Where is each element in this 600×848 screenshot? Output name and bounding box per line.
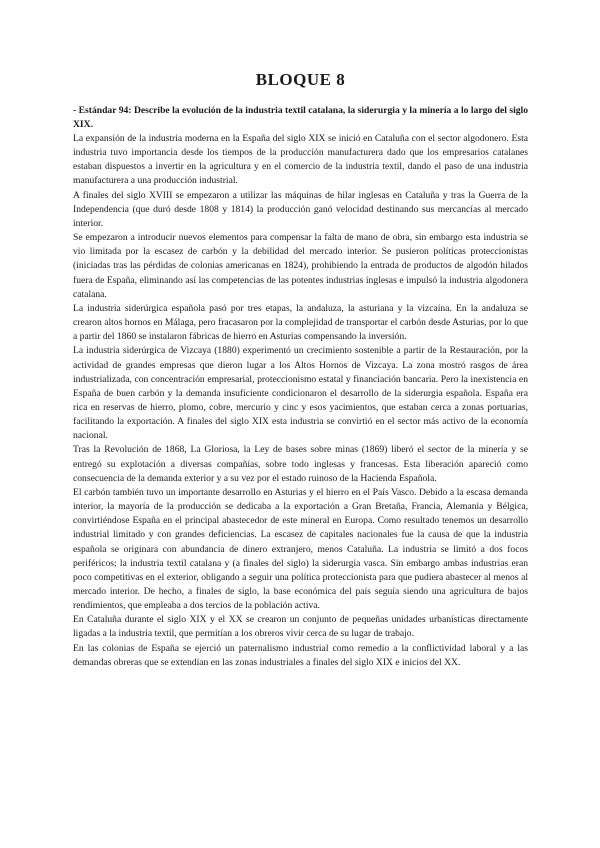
paragraph-mining-law: Tras la Revolución de 1868, La Gloriosa, la Ley de bases sobre minas (1869) liberó el sector de la minería y se entregó su explotación a diversas compañías, sobre todo inglesas y francesas. Esta liberación apareció como consecuencia de la demanda exterior y a su vez por el estado ruinoso de la Hacienda Española.	[73, 444, 528, 484]
standard-heading: - Estándar 94: Describe la evolución de la industria textil catalana, la siderurgia y la minería a lo largo del siglo XIX.	[73, 105, 528, 130]
page-title: BLOQUE 8	[255, 70, 346, 89]
paragraph-steel-stages: La industria siderúrgica española pasó por tres etapas, la andaluza, la asturiana y la vizcaína. En la andaluza se crearon altos hornos en Málaga, pero fracasaron por la complejidad de transportar el carbón desde Asturias, por lo que a partir del 1860 se instalaron fábricas de hierro en Asturias compensando la inversión.	[73, 302, 528, 343]
paragraph-cotton-industry: La expansión de la industria moderna en la España del siglo XIX se inició en Cataluña con el sector algodonero. Esta industria tuvo importancia desde los tiempos de la producción manufacturera dado que los empresarios catalanes estaban dispuestos a invertir en la agricultura y en el comercio de la industria textil, dando el paso de una industria manufacturera a una producción industrial.	[73, 133, 528, 187]
paragraph-paternalism: En las colonias de España se ejerció un paternalismo industrial como remedio a la conflictividad laboral y a las demandas obreras que se extendían en las zonas industriales a finales del siglo XIX e inicios del XX.	[73, 642, 528, 668]
paragraph-spinning-machines: A finales del siglo XVIII se empezaron a utilizar las máquinas de hilar inglesas en Cataluña y tras la Guerra de la Independencia (que duró desde 1808 y 1814) la producción ganó velocidad destinando sus mercancías al mercado interior.	[73, 189, 528, 229]
paragraph-industrial-colonies: En Cataluña durante el siglo XIX y el XX se crearon un conjunto de pequeñas unidades urbanísticas directamente ligadas a la industria textil, que permitían a los obreros vivir cerca de su lugar de trabajo.	[73, 614, 528, 640]
paragraph-coal-iron: El carbón también tuvo un importante desarrollo en Asturias y el hierro en el País Vasco. Debido a la escasa demanda interior, la mayoría de la producción se dedicaba a la exportación a Gran Bretaña, Francia, Alemania y Bélgica, convirtiéndose España en el principal abastecedor de este mineral en Europa. Como resultado tenemos un desarrollo industrial limitado y con grandes deficiencias. La escasez de capitales nacionales fue la causa de que la industria española se originara con abundancia de dinero extranjero, menos Cataluña. La industria se limitó a dos focos periféricos; la industria textil catalana y (a finales del siglo) la siderurgia vasca. Sin embargo ambas industrias eran poco competitivas en el exterior, obligando a seguir una política proteccionista para que pudiera abastecer al menos al mercado interior. De hecho, a finales de siglo, la base económica del país seguía siendo una agricultura de bajos rendimientos, que empleaba a dos tercios de la población activa.	[73, 486, 528, 612]
paragraph-vizcaya-steel: La industria siderúrgica de Vizcaya (1880) experimentó un crecimiento sostenible a partir de la Restauración, por la actividad de grandes empresas que dieron lugar a los Altos Hornos de Vizcaya. La zona mostró rasgos de área industrializada, con concentración empresarial, proteccionismo estatal y financiación bancaria. Pero la inexistencia en España de buen carbón y la demanda insuficiente condicionaron el desarrollo de la siderurgia española. España era rica en reservas de hierro, plomo, cobre, mercurio y cinc y esos yacimientos, que estaban cerca a zonas portuarias, facilitando la exportación. A finales del siglo XIX esta industria se convirtió en el sector más activo de la economía nacional.	[73, 345, 528, 442]
paragraph-protectionism: Se empezaron a introducir nuevos elementos para compensar la falta de mano de obra, sin embargo esta industria se vio limitada por la escasez de carbón y la debilidad del mercado interior. Se pusieron políticas proteccionistas (iniciadas tras las pérdidas de colonias americanas en 1824), prohibiendo la entrada de productos de algodón hilados fuera de España, eliminando así las competencias de las potentes industrias inglesas e impulsó la industria algodonera catalana.	[73, 232, 528, 300]
